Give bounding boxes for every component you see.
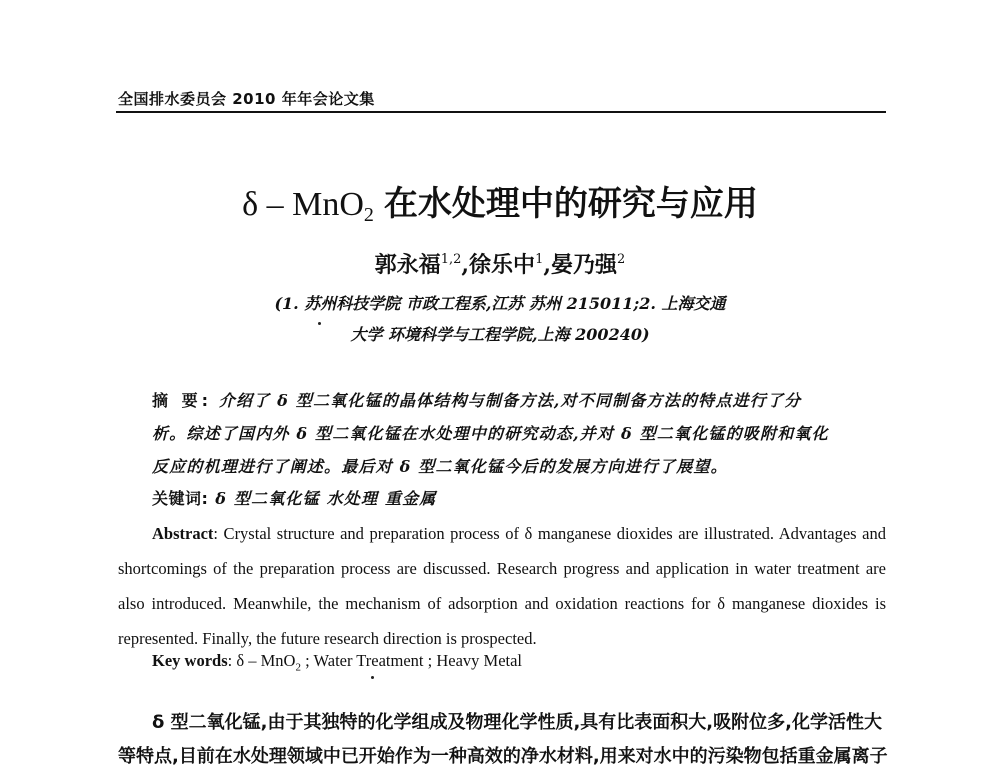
affiliation-line-1: (1. 苏州科技学院 市政工程系,江苏 苏州 215011;2. 上海交通 — [274, 294, 726, 313]
body-text-line-1: δ 型二氧化锰,由于其独特的化学组成及物理化学性质,具有比表面积大,吸附位多,化学活性大 — [152, 712, 882, 733]
abstract-zh-line-3: 反应的机理进行了阐述。最后对 δ 型二氧化锰今后的发展方向进行了展望。 — [152, 457, 728, 476]
keywords-en-label: Key words — [152, 651, 228, 670]
title-formula: δ – MnO$_2$ — [242, 186, 374, 226]
abstract-en — [118, 516, 886, 656]
title-text: 在水处理中的研究与应用 — [383, 184, 758, 224]
author-list — [0, 248, 1000, 279]
abstract-zh-label: 摘 要: — [152, 391, 212, 410]
paper-title — [0, 176, 1000, 227]
running-header: 全国排水委员会 2010 年年会论文集 — [118, 90, 375, 108]
author-1: 郭永福$^{1,2}$, — [374, 252, 470, 278]
author-3: 晏乃强$^2$ — [551, 252, 626, 278]
abstract-zh-line-1: 摘 要: 介绍了 δ 型二氧化锰的晶体结构与制备方法,对不同制备方法的特点进行了分 — [152, 391, 802, 410]
affiliation-line-2: 大学 环境科学与工程学院,上海 200240) — [350, 325, 650, 344]
abstract-en-label: Abstract — [152, 524, 214, 543]
keywords-zh: 关键词: δ 型二氧化锰 水处理 重金属 — [152, 489, 437, 508]
keywords-zh-label: 关键词: — [152, 489, 209, 508]
header-rule — [116, 111, 886, 113]
author-2: 徐乐中$^1$, — [469, 252, 552, 278]
scan-speck — [371, 676, 374, 679]
keywords-en: Key words: δ – MnO$_2$ ; Water Treatment ; Heavy Metal — [152, 651, 523, 674]
body-text-line-2: 等特点,目前在水处理领域中已开始作为一种高效的净水材料,用来对水中的污染物包括重金属离子 — [118, 746, 888, 767]
abstract-en-text: : Crystal structure and preparation process of δ manganese dioxides are illustrated. Advantages and shortcomings of the preparation process are discussed. Research progress and application in water treatment are also introduced. Meanwhile, the mechanism of adsorption and oxidation reactions for δ manganese dioxides is represented. Finally, the future research direction is prospected. — [118, 524, 886, 648]
abstract-zh-line-2: 析。综述了国内外 δ 型二氧化锰在水处理中的研究动态,并对 δ 型二氧化锰的吸附和氧化 — [152, 424, 829, 443]
